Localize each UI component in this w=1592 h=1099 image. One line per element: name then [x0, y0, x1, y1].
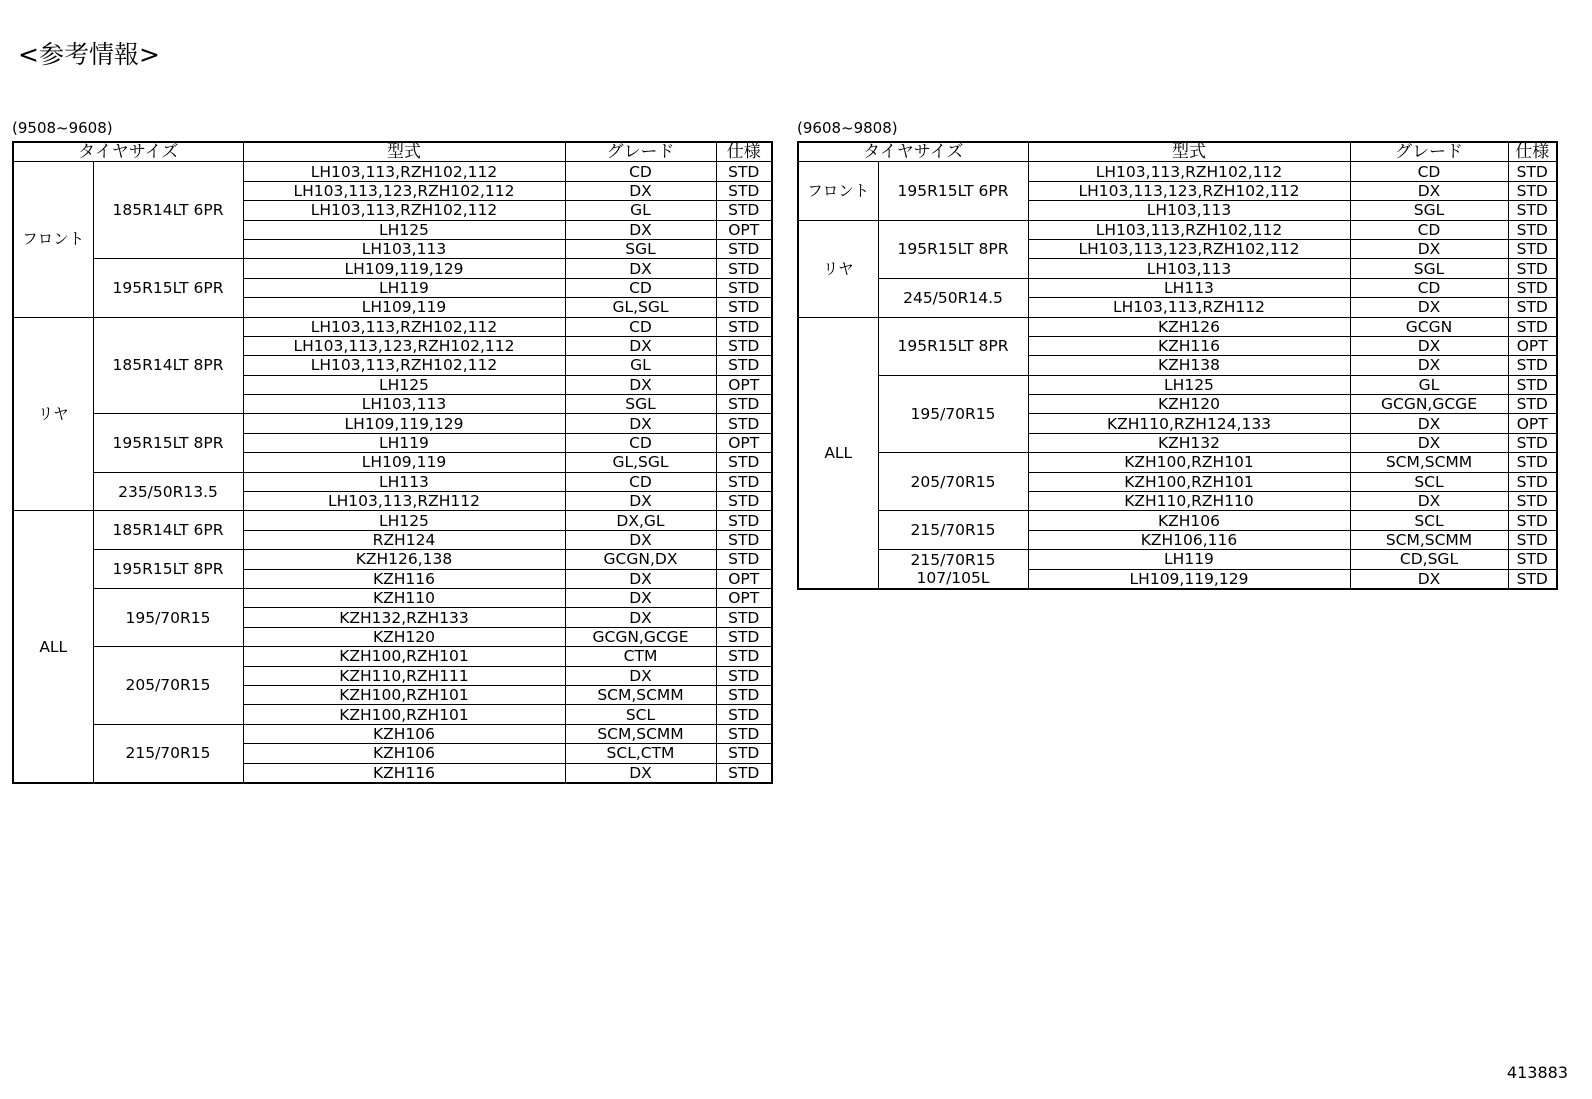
model-cell: RZH124: [243, 530, 565, 549]
table-row: [13, 259, 772, 278]
grade-cell: DX: [1350, 433, 1508, 452]
model-cell: LH103,113: [1028, 201, 1350, 220]
model-cell: LH103,113: [243, 395, 565, 414]
grade-cell: DX: [565, 414, 716, 433]
model-cell: LH103,113,RZH102,112: [1028, 220, 1350, 239]
grade-cell: DX: [565, 763, 716, 783]
table-row: [798, 375, 1557, 394]
model-cell: KZH120: [243, 627, 565, 646]
spec-cell: STD: [716, 317, 772, 336]
model-cell: KZH100,RZH101: [243, 647, 565, 666]
spec-cell: STD: [1508, 472, 1557, 491]
spec-cell: STD: [716, 492, 772, 511]
tire-size-cell: 215/70R15: [878, 511, 1028, 550]
model-cell: LH113: [1028, 278, 1350, 297]
model-cell: LH103,113,RZH102,112: [243, 317, 565, 336]
grade-cell: GL: [565, 356, 716, 375]
page-title: <参考情報>: [18, 40, 160, 69]
spec-cell: STD: [716, 744, 772, 763]
model-cell: KZH126: [1028, 317, 1350, 336]
tire-table-9608-9808: [797, 141, 1558, 590]
table-row: [798, 278, 1557, 297]
table-row: [13, 317, 772, 336]
spec-cell: STD: [1508, 356, 1557, 375]
grade-cell: SCL: [565, 705, 716, 724]
tire-size-cell: 195R15LT 6PR: [93, 259, 243, 317]
model-cell: KZH110,RZH110: [1028, 492, 1350, 511]
table-row: [13, 414, 772, 433]
table-row: [13, 550, 772, 569]
grade-cell: SGL: [1350, 259, 1508, 278]
grade-cell: CTM: [565, 647, 716, 666]
table-row: [13, 162, 772, 181]
model-cell: KZH110: [243, 588, 565, 607]
position-cell: リヤ: [798, 220, 878, 317]
spec-cell: STD: [1508, 395, 1557, 414]
header-spec: 仕様: [716, 142, 772, 162]
grade-cell: SCM,SCMM: [565, 724, 716, 743]
spec-cell: STD: [716, 472, 772, 491]
tire-size-cell: 205/70R15: [878, 453, 1028, 511]
position-cell: フロント: [13, 162, 93, 317]
spec-cell: STD: [716, 763, 772, 783]
grade-cell: CD: [565, 472, 716, 491]
grade-cell: DX: [565, 608, 716, 627]
grade-cell: SCL: [1350, 511, 1508, 530]
grade-cell: GL: [1350, 375, 1508, 394]
grade-cell: GCGN,DX: [565, 550, 716, 569]
header-tire-size: タイヤサイズ: [798, 142, 1028, 162]
spec-cell: STD: [716, 298, 772, 317]
spec-cell: STD: [716, 181, 772, 200]
spec-cell: STD: [1508, 259, 1557, 278]
grade-cell: DX,GL: [565, 511, 716, 530]
position-cell: ALL: [798, 317, 878, 589]
spec-cell: STD: [1508, 298, 1557, 317]
position-cell: ALL: [13, 511, 93, 783]
table-row: [798, 162, 1557, 181]
grade-cell: DX: [1350, 336, 1508, 355]
header-row: [798, 142, 1557, 162]
model-cell: KZH138: [1028, 356, 1350, 375]
model-cell: KZH132: [1028, 433, 1350, 452]
tire-size-cell: 185R14LT 6PR: [93, 511, 243, 550]
header-grade: グレード: [565, 142, 716, 162]
grade-cell: DX: [565, 588, 716, 607]
spec-cell: STD: [716, 259, 772, 278]
model-cell: LH119: [243, 433, 565, 452]
tire-size-cell: 185R14LT 6PR: [93, 162, 243, 259]
header-spec: 仕様: [1508, 142, 1557, 162]
model-cell: KZH116: [1028, 336, 1350, 355]
tire-size-cell: 195R15LT 8PR: [93, 550, 243, 589]
spec-cell: OPT: [1508, 336, 1557, 355]
tire-size-cell: 195R15LT 8PR: [878, 220, 1028, 278]
grade-cell: SCL,CTM: [565, 744, 716, 763]
position-cell: リヤ: [13, 317, 93, 511]
spec-cell: STD: [716, 627, 772, 646]
spec-cell: STD: [716, 336, 772, 355]
spec-cell: STD: [716, 239, 772, 258]
model-cell: KZH100,RZH101: [243, 685, 565, 704]
spec-cell: STD: [716, 647, 772, 666]
model-cell: KZH126,138: [243, 550, 565, 569]
grade-cell: DX: [1350, 181, 1508, 200]
grade-cell: GCGN,GCGE: [1350, 395, 1508, 414]
spec-cell: STD: [716, 162, 772, 181]
spec-cell: STD: [716, 511, 772, 530]
spec-cell: OPT: [1508, 414, 1557, 433]
model-cell: LH103,113: [243, 239, 565, 258]
grade-cell: DX: [565, 666, 716, 685]
grade-cell: DX: [1350, 569, 1508, 589]
model-cell: LH119: [1028, 550, 1350, 569]
table-row: [13, 511, 772, 530]
tire-size-cell: 195R15LT 6PR: [878, 162, 1028, 220]
model-cell: KZH100,RZH101: [1028, 453, 1350, 472]
grade-cell: DX: [565, 492, 716, 511]
model-cell: LH109,119,129: [243, 414, 565, 433]
tire-size-cell: 195R15LT 8PR: [93, 414, 243, 472]
model-cell: KZH120: [1028, 395, 1350, 414]
model-cell: KZH106: [243, 744, 565, 763]
spec-cell: STD: [1508, 162, 1557, 181]
spec-cell: STD: [1508, 511, 1557, 530]
grade-cell: DX: [1350, 492, 1508, 511]
model-cell: KZH116: [243, 763, 565, 783]
tire-size-cell: 195/70R15: [93, 588, 243, 646]
position-cell: フロント: [798, 162, 878, 220]
spec-cell: STD: [1508, 220, 1557, 239]
spec-cell: OPT: [716, 588, 772, 607]
spec-cell: STD: [1508, 530, 1557, 549]
tire-size-cell: 245/50R14.5: [878, 278, 1028, 317]
header-model: 型式: [243, 142, 565, 162]
grade-cell: CD: [1350, 220, 1508, 239]
grade-cell: CD: [1350, 162, 1508, 181]
spec-cell: STD: [716, 201, 772, 220]
tire-size-cell: 195R15LT 8PR: [878, 317, 1028, 375]
spec-cell: STD: [716, 685, 772, 704]
model-cell: LH103,113,123,RZH102,112: [243, 336, 565, 355]
period-label-1: (9508~9608): [12, 119, 113, 137]
grade-cell: SCM,SCMM: [565, 685, 716, 704]
model-cell: LH103,113,RZH102,112: [243, 201, 565, 220]
model-cell: LH103,113,123,RZH102,112: [1028, 181, 1350, 200]
grade-cell: SGL: [1350, 201, 1508, 220]
spec-cell: STD: [716, 453, 772, 472]
grade-cell: GL,SGL: [565, 453, 716, 472]
table-row: [13, 588, 772, 607]
model-cell: LH109,119,129: [243, 259, 565, 278]
spec-cell: STD: [716, 705, 772, 724]
spec-cell: STD: [1508, 375, 1557, 394]
table-row: [13, 647, 772, 666]
model-cell: KZH106: [243, 724, 565, 743]
grade-cell: DX: [565, 336, 716, 355]
grade-cell: SGL: [565, 239, 716, 258]
tire-size-cell: 205/70R15: [93, 647, 243, 725]
model-cell: LH109,119: [243, 453, 565, 472]
model-cell: KZH110,RZH124,133: [1028, 414, 1350, 433]
table-row: [798, 550, 1557, 569]
spec-cell: STD: [716, 356, 772, 375]
grade-cell: CD: [565, 433, 716, 452]
spec-cell: OPT: [716, 433, 772, 452]
spec-cell: STD: [1508, 181, 1557, 200]
grade-cell: DX: [1350, 356, 1508, 375]
grade-cell: DX: [565, 220, 716, 239]
model-cell: LH125: [1028, 375, 1350, 394]
spec-cell: STD: [1508, 433, 1557, 452]
grade-cell: DX: [565, 181, 716, 200]
model-cell: LH119: [243, 278, 565, 297]
spec-cell: STD: [1508, 317, 1557, 336]
grade-cell: GCGN: [1350, 317, 1508, 336]
spec-cell: STD: [1508, 201, 1557, 220]
header-grade: グレード: [1350, 142, 1508, 162]
grade-cell: DX: [1350, 414, 1508, 433]
model-cell: LH109,119,129: [1028, 569, 1350, 589]
table-row: [13, 472, 772, 491]
grade-cell: DX: [565, 259, 716, 278]
spec-cell: STD: [1508, 453, 1557, 472]
table-row: [798, 453, 1557, 472]
spec-cell: STD: [1508, 492, 1557, 511]
spec-cell: STD: [716, 278, 772, 297]
period-label-2: (9608~9808): [797, 119, 898, 137]
grade-cell: CD: [565, 162, 716, 181]
model-cell: LH103,113,RZH112: [1028, 298, 1350, 317]
model-cell: KZH116: [243, 569, 565, 588]
spec-cell: OPT: [716, 220, 772, 239]
grade-cell: SGL: [565, 395, 716, 414]
spec-cell: OPT: [716, 375, 772, 394]
grade-cell: DX: [565, 375, 716, 394]
spec-cell: STD: [716, 414, 772, 433]
spec-cell: STD: [1508, 569, 1557, 589]
model-cell: LH103,113,123,RZH102,112: [243, 181, 565, 200]
grade-cell: GL: [565, 201, 716, 220]
grade-cell: SCM,SCMM: [1350, 453, 1508, 472]
model-cell: LH125: [243, 375, 565, 394]
model-cell: KZH110,RZH111: [243, 666, 565, 685]
spec-cell: STD: [716, 395, 772, 414]
spec-cell: STD: [1508, 550, 1557, 569]
header-tire-size: タイヤサイズ: [13, 142, 243, 162]
model-cell: LH103,113,RZH102,112: [243, 356, 565, 375]
spec-cell: STD: [1508, 239, 1557, 258]
model-cell: LH125: [243, 220, 565, 239]
header-row: [13, 142, 772, 162]
grade-cell: CD: [565, 317, 716, 336]
spec-cell: OPT: [716, 569, 772, 588]
model-cell: KZH106,116: [1028, 530, 1350, 549]
grade-cell: GCGN,GCGE: [565, 627, 716, 646]
grade-cell: CD: [565, 278, 716, 297]
model-cell: KZH106: [1028, 511, 1350, 530]
table-row: [13, 724, 772, 743]
model-cell: LH103,113,RZH102,112: [1028, 162, 1350, 181]
grade-cell: DX: [565, 569, 716, 588]
grade-cell: CD: [1350, 278, 1508, 297]
model-cell: LH103,113,RZH112: [243, 492, 565, 511]
spec-cell: STD: [716, 530, 772, 549]
table-row: [798, 220, 1557, 239]
header-model: 型式: [1028, 142, 1350, 162]
model-cell: LH109,119: [243, 298, 565, 317]
grade-cell: DX: [565, 530, 716, 549]
grade-cell: DX: [1350, 298, 1508, 317]
tire-size-cell: 235/50R13.5: [93, 472, 243, 511]
model-cell: KZH132,RZH133: [243, 608, 565, 627]
model-cell: LH125: [243, 511, 565, 530]
spec-cell: STD: [716, 608, 772, 627]
tire-size-cell: 215/70R15 107/105L: [878, 550, 1028, 589]
model-cell: KZH100,RZH101: [1028, 472, 1350, 491]
model-cell: KZH100,RZH101: [243, 705, 565, 724]
grade-cell: GL,SGL: [565, 298, 716, 317]
spec-cell: STD: [716, 666, 772, 685]
grade-cell: CD,SGL: [1350, 550, 1508, 569]
tire-size-cell: 195/70R15: [878, 375, 1028, 453]
document-id: 413883: [1506, 1063, 1568, 1082]
tire-table-9508-9608: [12, 141, 773, 784]
model-cell: LH103,113: [1028, 259, 1350, 278]
spec-cell: STD: [716, 724, 772, 743]
grade-cell: DX: [1350, 239, 1508, 258]
table-row: [798, 511, 1557, 530]
model-cell: LH103,113,RZH102,112: [243, 162, 565, 181]
table-row: [798, 317, 1557, 336]
model-cell: LH113: [243, 472, 565, 491]
tire-size-cell: 185R14LT 8PR: [93, 317, 243, 414]
tire-size-cell: 215/70R15: [93, 724, 243, 783]
grade-cell: SCL: [1350, 472, 1508, 491]
model-cell: LH103,113,123,RZH102,112: [1028, 239, 1350, 258]
grade-cell: SCM,SCMM: [1350, 530, 1508, 549]
spec-cell: STD: [716, 550, 772, 569]
spec-cell: STD: [1508, 278, 1557, 297]
